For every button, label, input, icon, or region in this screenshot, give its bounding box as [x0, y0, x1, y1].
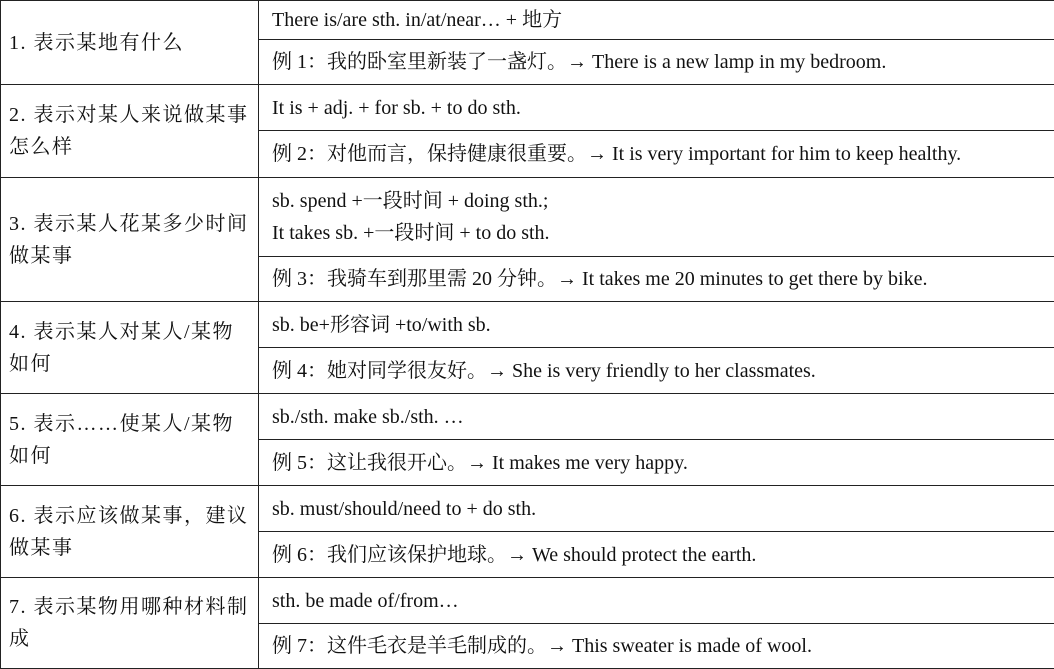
pattern-text: sb./sth. make sb./sth. …: [272, 401, 1054, 433]
example-cell: 例 6：我们应该保护地球。→ We should protect the earth.: [259, 532, 1054, 578]
pattern-cell: [259, 178, 1054, 257]
pattern-text: There is/are sth. in/at/near… + 地方: [272, 4, 1054, 36]
example-cell: 例 3：我骑车到那里需 20 分钟。→ It takes me 20 minutes to get there by bike.: [259, 257, 1054, 302]
pattern-label: 3. 表示某人花某多少时间做某事: [1, 178, 259, 302]
table-row: [1, 486, 1054, 532]
pattern-text: sb. spend +一段时间 + doing sth.;: [272, 185, 1054, 217]
table-row: [1, 1, 1054, 40]
table-row: [1, 178, 1054, 257]
pattern-label: 2. 表示对某人来说做某事怎么样: [1, 85, 259, 178]
pattern-label: 4. 表示某人对某人/某物如何: [1, 302, 259, 394]
pattern-text: It is + adj. + for sb. + to do sth.: [272, 92, 1054, 124]
pattern-text: sth. be made of/from…: [272, 585, 1054, 617]
pattern-text: sb. must/should/need to + do sth.: [272, 493, 1054, 525]
pattern-label: 1. 表示某地有什么: [1, 1, 259, 85]
pattern-cell: [259, 394, 1054, 440]
pattern-cell: [259, 1, 1054, 40]
example-cell: 例 7：这件毛衣是羊毛制成的。→ This sweater is made of wool.: [259, 624, 1054, 669]
pattern-text: It takes sb. +一段时间 + to do sth.: [272, 217, 1054, 249]
table-row: [1, 85, 1054, 131]
example-cell: 例 2：对他而言，保持健康很重要。→ It is very important for him to keep healthy.: [259, 131, 1054, 178]
example-cell: 例 4：她对同学很友好。→ She is very friendly to her classmates.: [259, 348, 1054, 394]
example-cell: 例 1：我的卧室里新装了一盏灯。→ There is a new lamp in my bedroom.: [259, 40, 1054, 85]
table-row: [1, 302, 1054, 348]
pattern-text: sb. be+形容词 +to/with sb.: [272, 309, 1054, 341]
example-cell: 例 5：这让我很开心。→ It makes me very happy.: [259, 440, 1054, 486]
pattern-cell: [259, 302, 1054, 348]
pattern-cell: [259, 85, 1054, 131]
pattern-label: 5. 表示……使某人/某物如何: [1, 394, 259, 486]
pattern-cell: [259, 578, 1054, 624]
pattern-label: 7. 表示某物用哪种材料制成: [1, 578, 259, 669]
pattern-cell: [259, 486, 1054, 532]
pattern-label: 6. 表示应该做某事，建议做某事: [1, 486, 259, 578]
table-row: [1, 578, 1054, 624]
table-row: [1, 394, 1054, 440]
